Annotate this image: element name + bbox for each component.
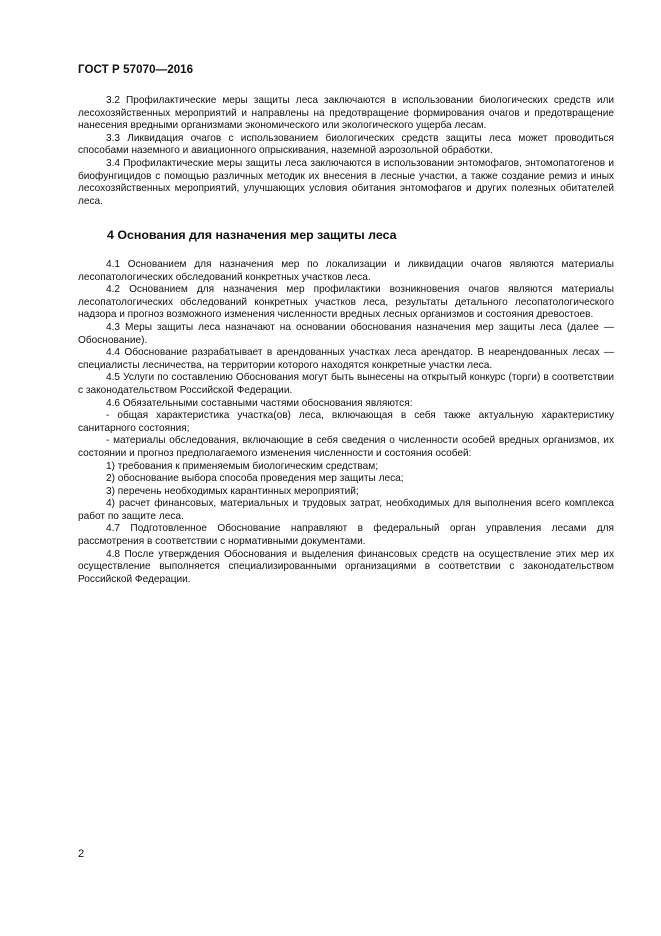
paragraph-3-3: 3.3 Ликвидация очагов с использованием биологических средств защиты леса может проводиться способами наземного и авиационного опрыскивания, наземной аэрозольной обработки. [78, 132, 614, 157]
page-number: 2 [78, 848, 85, 860]
list-item-dash-1: - общая характеристика участка(ов) леса, включающая в себя также актуальную характеристику санитарного состояния; [78, 410, 614, 434]
paragraph-4-1: 4.1 Основанием для назначения мер по локализации и ликвидации очагов являются материалы лесопатологических обследований конкретных участков леса. [78, 259, 614, 283]
section-4-text [78, 259, 614, 586]
paragraph-4-6: 4.6 Обязательными составными частями обоснования являются: [106, 397, 413, 409]
section-3-text [78, 95, 614, 208]
paragraph-4-4: 4.4 Обоснование разрабатывает в арендованных участках леса арендатор. В неарендованных лесах — специалисты лесничества, на территории которого находятся конкретные участки леса. [78, 347, 614, 371]
paragraph-4-3: 4.3 Меры защиты леса назначают на основании обоснования назначения мер защиты леса (далее — Обоснование). [78, 321, 614, 346]
list-item-1: 1) требования к применяемым биологическим средствам; [106, 460, 379, 472]
paragraph-3-4: 3.4 Профилактические меры защиты леса заключаются в использовании энтомофагов, энтомопатогенов и биофунгицидов с помощью различных методик их внесения в лесные участки, а также создание ремиз и иных лесохозяйственных мероприятий, улучшающих условия обитания энтомофагов и других полезных обитателей леса. [78, 157, 614, 207]
paragraph-4-7: 4.7 Подготовленное Обоснование направляют в федеральный орган управления лесами для рассмотрения в соответствии с нормативными документами. [78, 523, 614, 548]
list-item-3: 3) перечень необходимых карантинных мероприятий; [106, 485, 359, 497]
paragraph-4-2: 4.2 Основанием для назначения мер профилактики возникновения очагов являются материалы лесопатологических обследований конкретных участков леса, результаты детального лесопатологического надзора и прогноз возможного изменения численности вредных лесных организмов и состояния древостоев. [78, 284, 614, 321]
section-4-title: 4 Основания для назначения мер защиты леса [107, 228, 397, 242]
paragraph-4-5: 4.5 Услуги по составлению Обоснования могут быть вынесены на открытый конкурс (торги) в соответствии с законодательством Российской Федерации. [78, 372, 614, 396]
list-item-4: 4) расчет финансовых, материальных и трудовых затрат, необходимых для выполнения всего комплекса работ по защите леса. [78, 498, 614, 522]
paragraph-3-2: 3.2 Профилактические меры защиты леса заключаются в использовании биологических средств или лесохозяйственных мероприятий и направлены на предотвращение формирования очагов и предотвращение нанесения вредными организмами экономического или экологического ущерба лесам. [78, 95, 614, 132]
list-item-2: 2) обоснование выбора способа проведения мер защиты леса; [106, 473, 404, 485]
document-header: ГОСТ Р 57070—2016 [78, 64, 194, 76]
paragraph-4-8: 4.8 После утверждения Обоснования и выделения финансовых средств на осуществление этих мер их осуществление выполняется специализированными организациями в соответствии с законодательством Российской Федерации. [78, 548, 614, 585]
list-item-dash-2: - материалы обследования, включающие в себя сведения о численности особей вредных организмов, их состоянии и прогноз предполагаемого изменения численности и состояния особей: [78, 435, 614, 459]
